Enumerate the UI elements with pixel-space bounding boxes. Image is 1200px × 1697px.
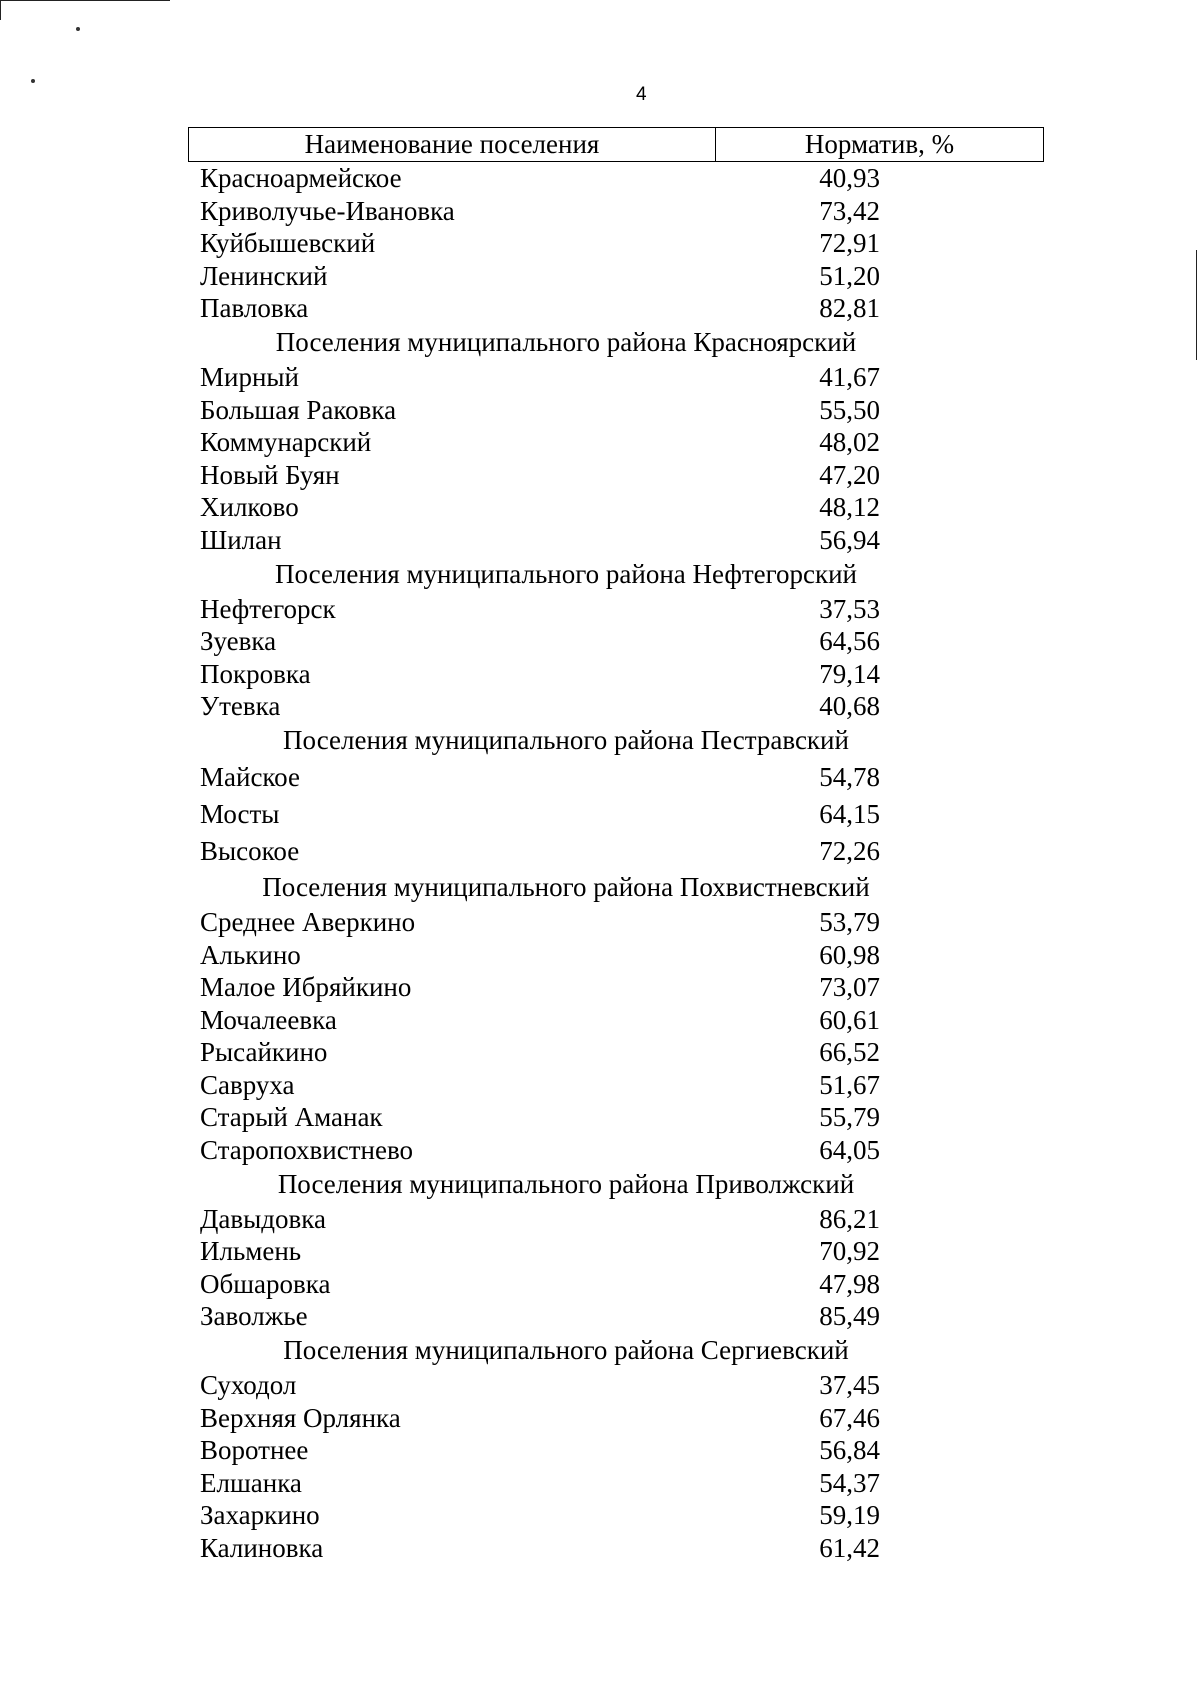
norm-value: 37,53 — [819, 593, 880, 624]
district-group-title: Поселения муниципального района Нефтегорский — [274, 558, 858, 589]
table-row — [188, 459, 1044, 492]
table-row — [188, 361, 1044, 394]
settlement-name: Елшанка — [200, 1467, 302, 1498]
settlement-norms-table — [188, 127, 1044, 1565]
table-row — [188, 292, 1044, 325]
table-row — [188, 524, 1044, 557]
norm-value: 60,61 — [819, 1004, 880, 1035]
settlement-name: Хилково — [200, 492, 299, 523]
settlement-name: Шилан — [200, 524, 282, 555]
norm-value: 55,79 — [819, 1102, 880, 1133]
table-row — [188, 1203, 1044, 1236]
settlement-name: Новый Буян — [200, 459, 340, 490]
table-row — [188, 833, 1044, 870]
norm-value: 64,15 — [819, 798, 880, 829]
table-row — [188, 1004, 1044, 1037]
table-body — [188, 162, 1044, 1565]
norm-value: 47,20 — [819, 459, 880, 490]
table-row — [188, 426, 1044, 459]
settlement-name: Мосты — [200, 798, 280, 829]
norm-value: 48,02 — [819, 427, 880, 458]
settlement-name: Среднее Аверкино — [200, 906, 416, 937]
table-row — [188, 1369, 1044, 1402]
table-row — [188, 1134, 1044, 1167]
table-row — [188, 939, 1044, 972]
norm-value: 37,45 — [819, 1370, 880, 1401]
table-row — [188, 759, 1044, 796]
settlement-name: Нефтегорск — [200, 593, 336, 624]
norm-value: 70,92 — [819, 1236, 880, 1267]
district-group-title: Поселения муниципального района Пестравский — [283, 724, 849, 755]
table-header — [188, 127, 1044, 162]
settlement-name: Ильмень — [200, 1236, 302, 1267]
settlement-name: Старый Аманак — [200, 1102, 383, 1133]
table-row — [188, 260, 1044, 293]
settlement-name: Утевка — [200, 691, 281, 722]
table-row — [188, 1069, 1044, 1102]
norm-value: 60,98 — [819, 939, 880, 970]
settlement-name: Ленинский — [200, 260, 328, 291]
table-row — [188, 971, 1044, 1004]
settlement-name: Коммунарский — [200, 427, 372, 458]
settlement-name: Обшаровка — [200, 1268, 331, 1299]
norm-value: 61,42 — [819, 1533, 880, 1563]
norm-value: 41,67 — [819, 361, 880, 392]
settlement-name: Старопохвистнево — [200, 1135, 414, 1166]
table-row — [188, 1036, 1044, 1069]
settlement-name: Высокое — [200, 835, 300, 866]
norm-value: 59,19 — [819, 1500, 880, 1531]
norm-value: 79,14 — [819, 658, 880, 689]
settlement-name: Покровка — [200, 658, 311, 689]
norm-value: 64,56 — [819, 626, 880, 657]
norm-value: 85,49 — [819, 1301, 880, 1332]
district-group-title: Поселения муниципального района Сергиевский — [283, 1335, 849, 1366]
table-row — [188, 1434, 1044, 1467]
settlement-name: Большая Раковка — [200, 394, 397, 425]
settlement-name: Заволжье — [200, 1301, 308, 1332]
table-row — [188, 195, 1044, 228]
table-row — [188, 1499, 1044, 1532]
norm-value: 51,20 — [819, 260, 880, 291]
settlement-name: Малое Ибряйкино — [200, 972, 412, 1003]
settlement-name: Павловка — [200, 293, 309, 324]
table-row — [188, 1300, 1044, 1333]
norm-value: 66,52 — [819, 1037, 880, 1068]
settlement-name: Савруха — [200, 1069, 295, 1100]
district-group-title: Поселения муниципального района Красноярский — [275, 326, 857, 357]
table-row — [188, 593, 1044, 626]
norm-value: 73,07 — [819, 972, 880, 1003]
norm-value: 82,81 — [819, 293, 880, 324]
norm-value: 54,37 — [819, 1467, 880, 1498]
settlement-name: Майское — [200, 761, 300, 792]
table-row — [188, 1402, 1044, 1435]
settlement-name: Мирный — [200, 361, 299, 392]
norm-value: 56,84 — [819, 1435, 880, 1466]
table-row — [188, 162, 1044, 195]
table-row — [188, 1235, 1044, 1268]
scan-edge-right — [1196, 250, 1197, 360]
table-row — [188, 796, 1044, 833]
settlement-name: Верхняя Орлянка — [200, 1402, 401, 1433]
norm-value: 55,50 — [819, 394, 880, 425]
settlement-name: Давыдовка — [200, 1203, 326, 1234]
settlement-name: Калиновка — [200, 1533, 324, 1563]
settlement-name: Суходол — [200, 1370, 297, 1401]
settlement-name: Куйбышевский — [200, 228, 376, 259]
table-row — [188, 1101, 1044, 1134]
norm-value: 48,12 — [819, 492, 880, 523]
scan-speck — [31, 79, 35, 83]
scan-edge-left — [0, 0, 1, 20]
settlement-name: Захаркино — [200, 1500, 320, 1531]
norm-value: 40,68 — [819, 691, 880, 722]
norm-value: 47,98 — [819, 1268, 880, 1299]
settlement-name: Зуевка — [200, 626, 277, 657]
settlement-name: Красноармейское — [200, 163, 402, 193]
table-row — [188, 906, 1044, 939]
table-row — [188, 491, 1044, 524]
scan-speck — [76, 27, 80, 31]
table-row — [188, 625, 1044, 658]
district-group-title: Поселения муниципального района Приволжский — [277, 1168, 855, 1199]
norm-value: 73,42 — [819, 195, 880, 226]
district-group-title: Поселения муниципального района Похвистневский — [262, 871, 870, 902]
norm-value: 53,79 — [819, 906, 880, 937]
table-row — [188, 1467, 1044, 1500]
table-row — [188, 1268, 1044, 1301]
norm-value: 54,78 — [819, 761, 880, 792]
norm-value: 64,05 — [819, 1135, 880, 1166]
norm-value: 40,93 — [819, 163, 880, 193]
norm-value: 56,94 — [819, 524, 880, 555]
settlement-name: Мочалеевка — [200, 1004, 337, 1035]
norm-value: 51,67 — [819, 1069, 880, 1100]
table-row — [188, 658, 1044, 691]
table-row — [188, 394, 1044, 427]
page-number: 4 — [636, 84, 647, 105]
header-settlement-name: Наименование поселения — [189, 128, 716, 161]
scan-edge-top — [0, 0, 170, 1]
norm-value: 86,21 — [819, 1203, 880, 1234]
settlement-name: Криволучье-Ивановка — [200, 195, 455, 226]
table-row — [188, 227, 1044, 260]
norm-value: 72,26 — [819, 835, 880, 866]
settlement-name: Воротнее — [200, 1435, 309, 1466]
table-row — [188, 1532, 1044, 1565]
norm-value: 72,91 — [819, 228, 880, 259]
norm-value: 67,46 — [819, 1402, 880, 1433]
settlement-name: Рысайкино — [200, 1037, 328, 1068]
table-row — [188, 690, 1044, 723]
settlement-name: Алькино — [200, 939, 301, 970]
header-norm-percent: Норматив, % — [804, 129, 955, 159]
